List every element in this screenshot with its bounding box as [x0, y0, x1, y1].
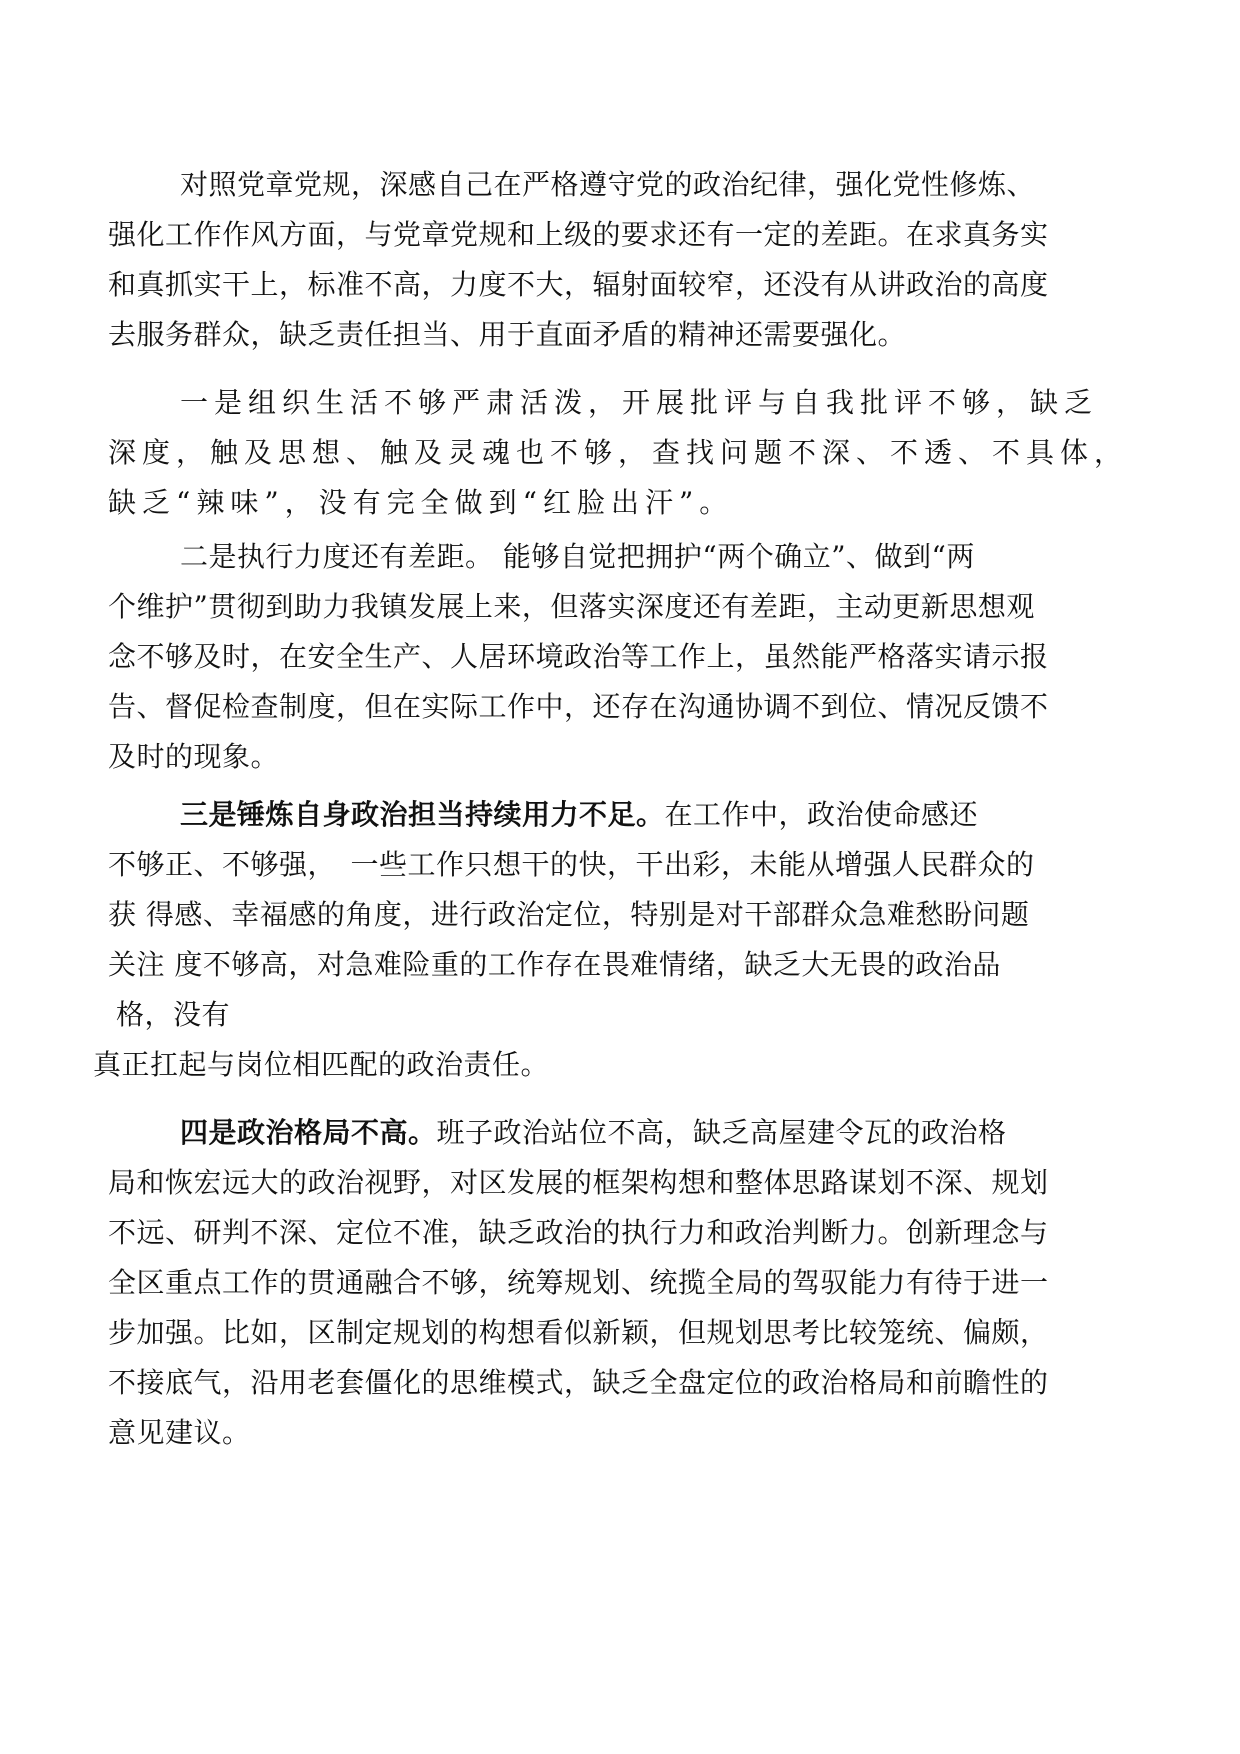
- text-line: 及时的现象。: [108, 740, 280, 773]
- text-line: 和真抓实干上，标准不高，力度不大，辐射面较窄，还没有从讲政治的高度: [108, 268, 1049, 301]
- point-four-heading: 四是政治格局不高。: [180, 1116, 437, 1149]
- paragraph-point-four: [108, 1108, 1138, 1458]
- point-three-first-line-rest: 在工作中，政治使命感还: [664, 798, 979, 831]
- paragraph-point-three: [93, 790, 1138, 1090]
- paragraph-point-one: [108, 378, 1138, 528]
- text-line: 二是执行力度还有差距。 能够自觉把拥护“两个确立”、做到“两: [180, 540, 975, 573]
- paragraph-self-assessment: [108, 160, 1138, 360]
- text-line: 告、督促检查制度，但在实际工作中，还存在沟通协调不到位、情况反馈不: [108, 690, 1049, 723]
- text-line: 获 得感、幸福感的角度，进行政治定位，特别是对干部群众急难愁盼问题: [108, 898, 1030, 931]
- text-line: 关注 度不够高，对急难险重的工作存在畏难情绪，缺乏大无畏的政治品: [108, 948, 1001, 981]
- point-four-first-line-rest: 班子政治站位不高，缺乏高屋建令瓦的政治格: [436, 1116, 1007, 1149]
- text-line: 不远、研判不深、定位不准，缺乏政治的执行力和政治判断力。创新理念与: [108, 1216, 1049, 1249]
- text-line: 去服务群众，缺乏责任担当、用于直面矛盾的精神还需要强化。: [108, 318, 907, 351]
- text-line: 不够正、不够强， 一些工作只想干的快，干出彩，未能从增强人民群众的: [108, 848, 1035, 881]
- text-line: 全区重点工作的贯通融合不够，统筹规划、统揽全局的驾驭能力有待于进一: [108, 1266, 1049, 1299]
- text-line: 一是组织生活不够严肃活泼，开展批评与自我批评不够，缺乏: [180, 386, 1099, 419]
- text-line: 局和恢宏远大的政治视野，对区发展的框架构想和整体思路谋划不深、规划: [108, 1166, 1049, 1199]
- text-line: 对照党章党规，深感自己在严格遵守党的政治纪律，强化党性修炼、: [180, 168, 1036, 201]
- point-three-heading: 三是锤炼自身政治担当持续用力不足。: [180, 798, 665, 831]
- text-line: 个维护”贯彻到助力我镇发展上来，但落实深度还有差距，主动更新思想观: [108, 590, 1035, 623]
- text-line: 格，没有: [116, 998, 231, 1031]
- paragraph-point-two: [108, 532, 1138, 782]
- text-line: 真正扛起与岗位相匹配的政治责任。: [93, 1048, 550, 1081]
- text-line: 念不够及时，在安全生产、人居环境政治等工作上，虽然能严格落实请示报: [108, 640, 1049, 673]
- text-line: 强化工作作风方面，与党章党规和上级的要求还有一定的差距。在求真务实: [108, 218, 1049, 251]
- text-line: 步加强。比如，区制定规划的构想看似新颖，但规划思考比较笼统、偏颇，: [108, 1316, 1049, 1349]
- text-line: 深度，触及思想、触及灵魂也不够，查找问题不深、不透、不具体，: [108, 436, 1129, 469]
- text-line: 意见建议。: [108, 1416, 251, 1449]
- text-line: [108, 790, 1138, 840]
- text-line: [108, 1108, 1138, 1158]
- text-line: 不接底气，沿用老套僵化的思维模式，缺乏全盘定位的政治格局和前瞻性的: [108, 1366, 1049, 1399]
- text-line: 缺乏“辣味”，没有完全做到“红脸出汗”。: [108, 486, 734, 519]
